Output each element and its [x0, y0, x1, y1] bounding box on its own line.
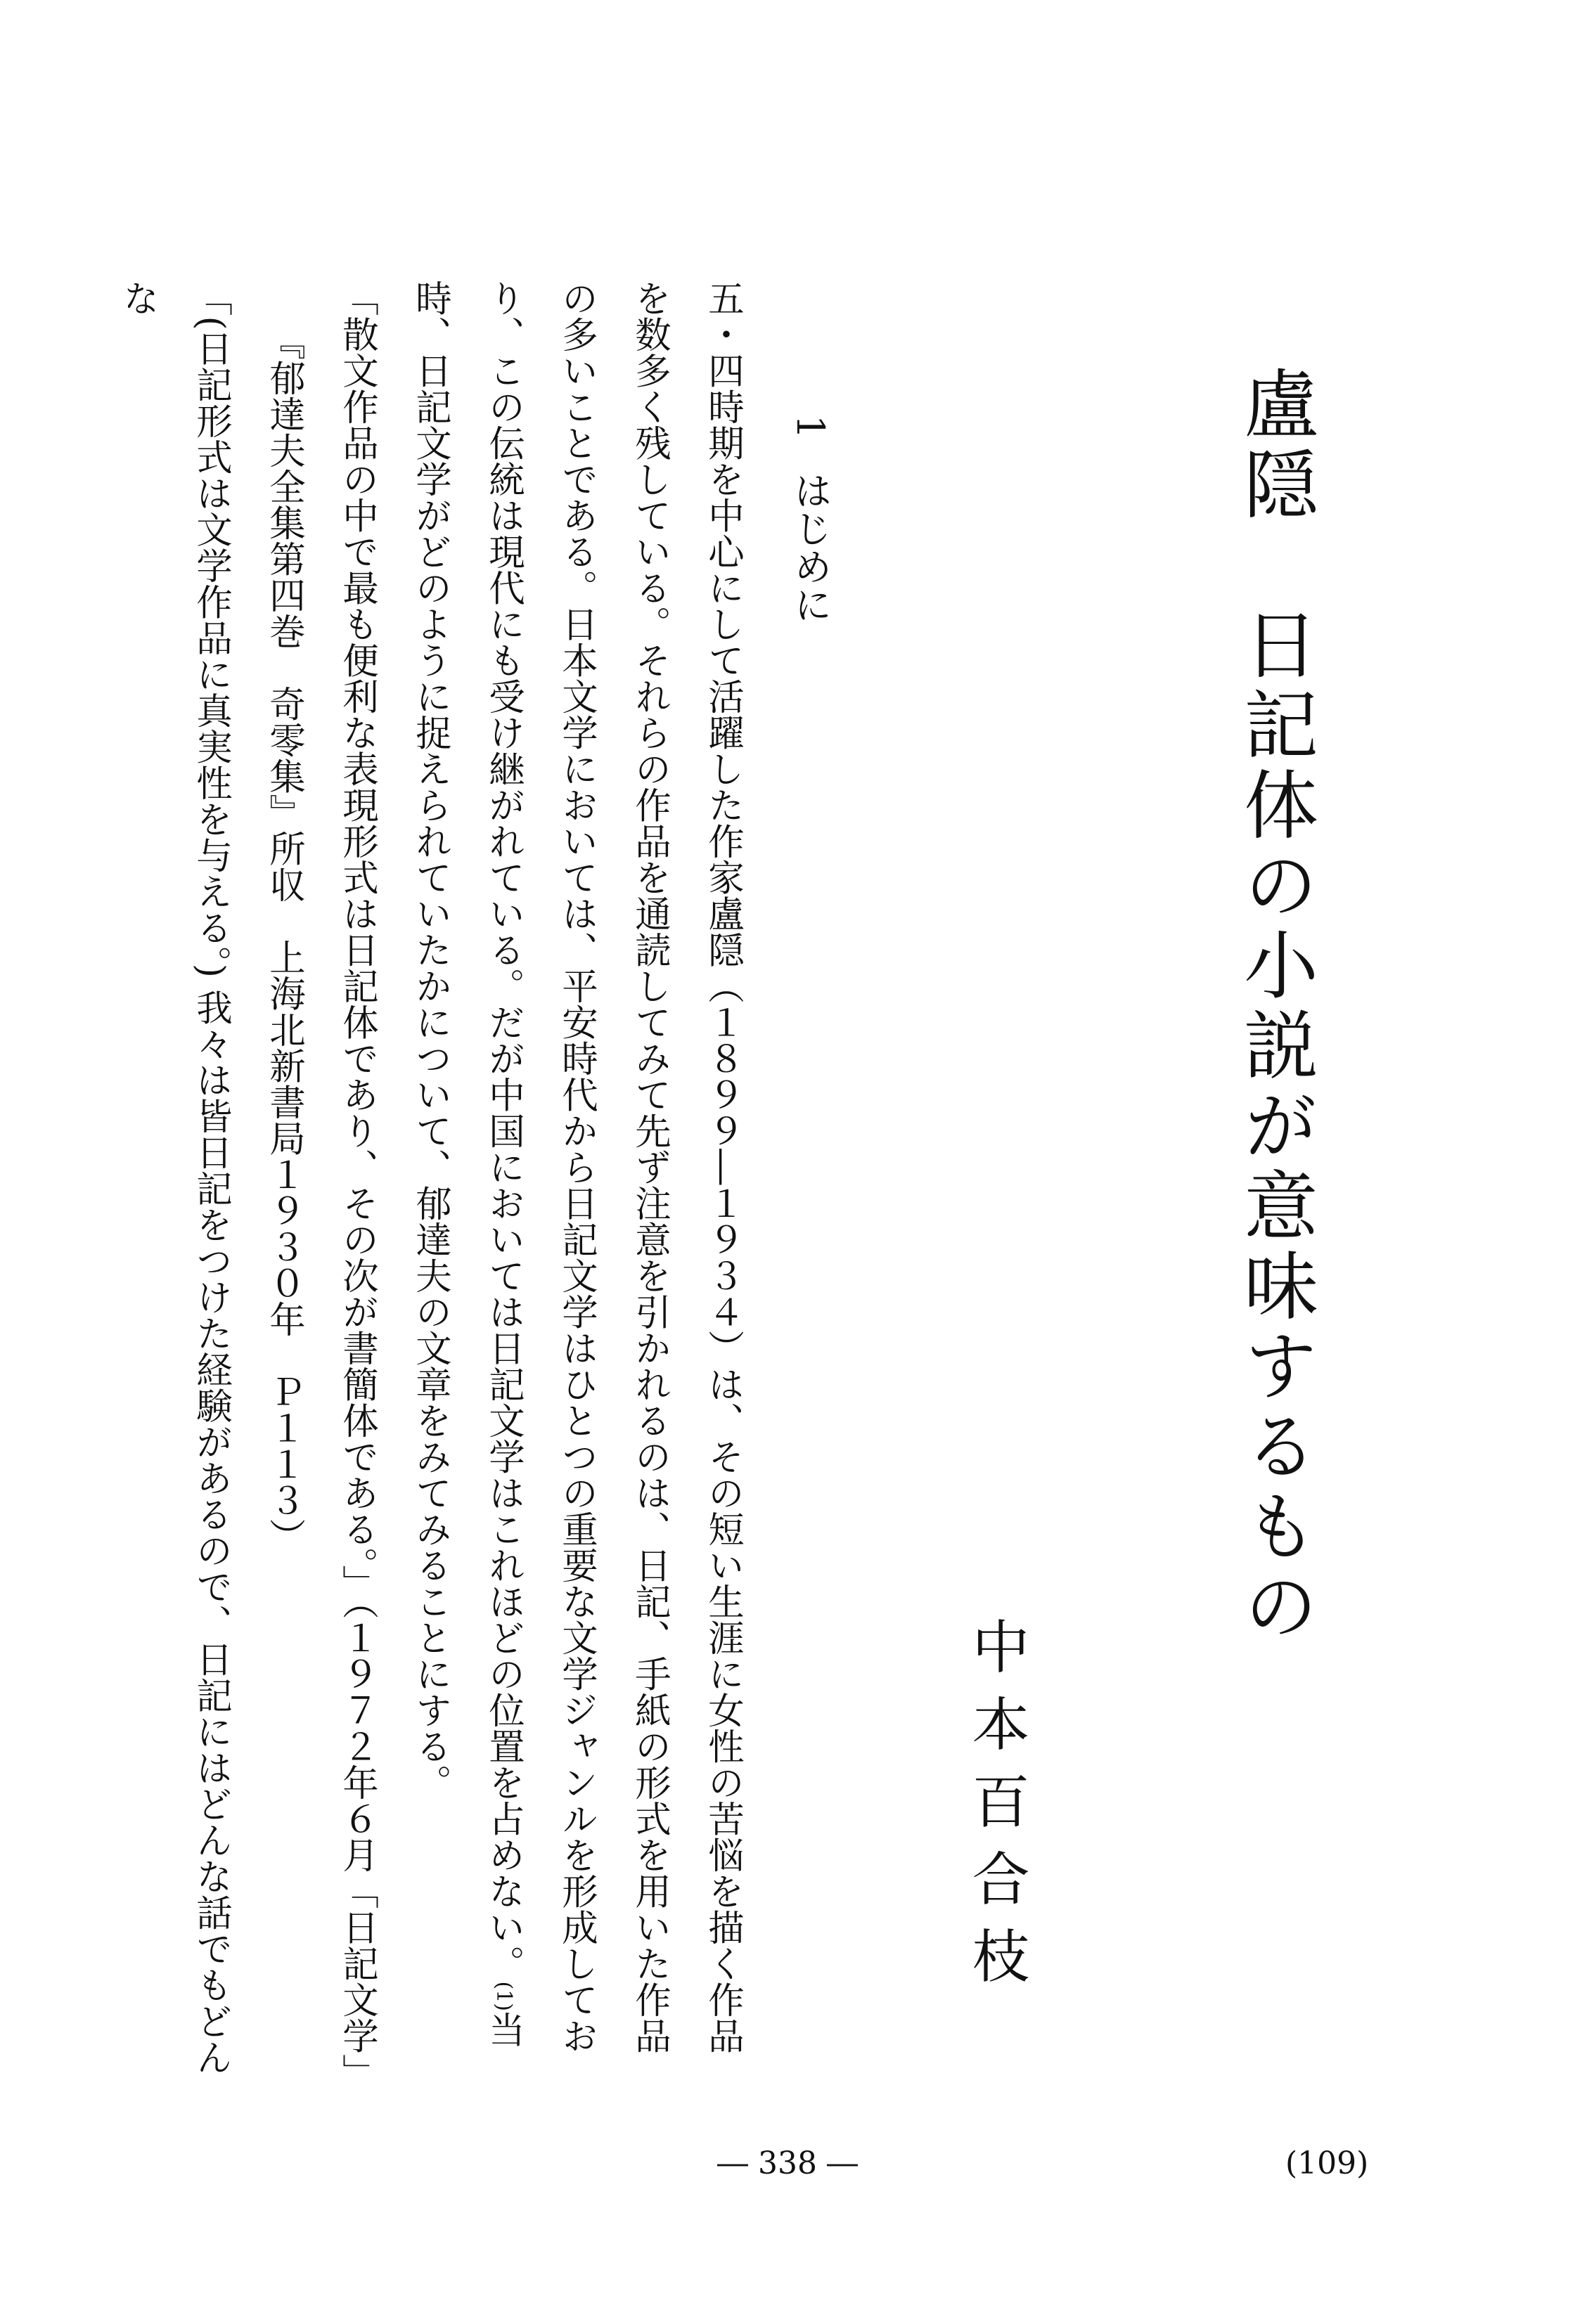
section-heading [788, 415, 832, 624]
paragraph-1-tail: 当時、日記文学がどのように捉えられていたかについて、郁達夫の文章をみてみることにする。 [409, 280, 525, 2048]
paragraph-1-text: 五・四時期を中心にして活躍した作家盧隠（１８９９―１９３４）は、その短い生涯に女性の苦悩を描く作品を数多く残している。それらの作品を通読してみて先ず注意を引かれるのは、日記、手紙の形式を用いた作品の多いことである。日本文学においては、平安時代から日記文学はひとつの重要な文学ジャンルを形成しており、この伝統は現代にも受け継がれている。だが中国においては日記文学はこれほどの位置を占めない。 [482, 280, 744, 2054]
paragraph-1 [394, 280, 759, 2079]
section-title: はじめに [788, 471, 832, 624]
page-number: ― 338 ― [717, 2145, 858, 2181]
citation: 『郁達夫全集第四巻 奇零集』所収 上海北新書局１９３０年 Ｐ１１３） [263, 323, 305, 1554]
paragraph-2: 「(日記形式は文学作品に真実性を与える。) 我々は皆日記をつけた経験があるので、日記にはどんな話でもどんな [117, 280, 232, 2076]
original-page-number: (109) [1285, 2145, 1369, 2181]
body-text [117, 280, 759, 2090]
quote-paragraph: 「散文作品の中で最も便利な表現形式は日記体であり、その次が書簡体である。」（１９７２年６月「日記文学」 [336, 280, 378, 2090]
author-name: 中本百合枝 [963, 1617, 1029, 2003]
footnote-ref-1[interactable]: (1) [491, 1981, 516, 2011]
article-title: 盧隠 日記体の小説が意味するもの [1232, 366, 1318, 1648]
section-number: 1 [788, 415, 832, 439]
